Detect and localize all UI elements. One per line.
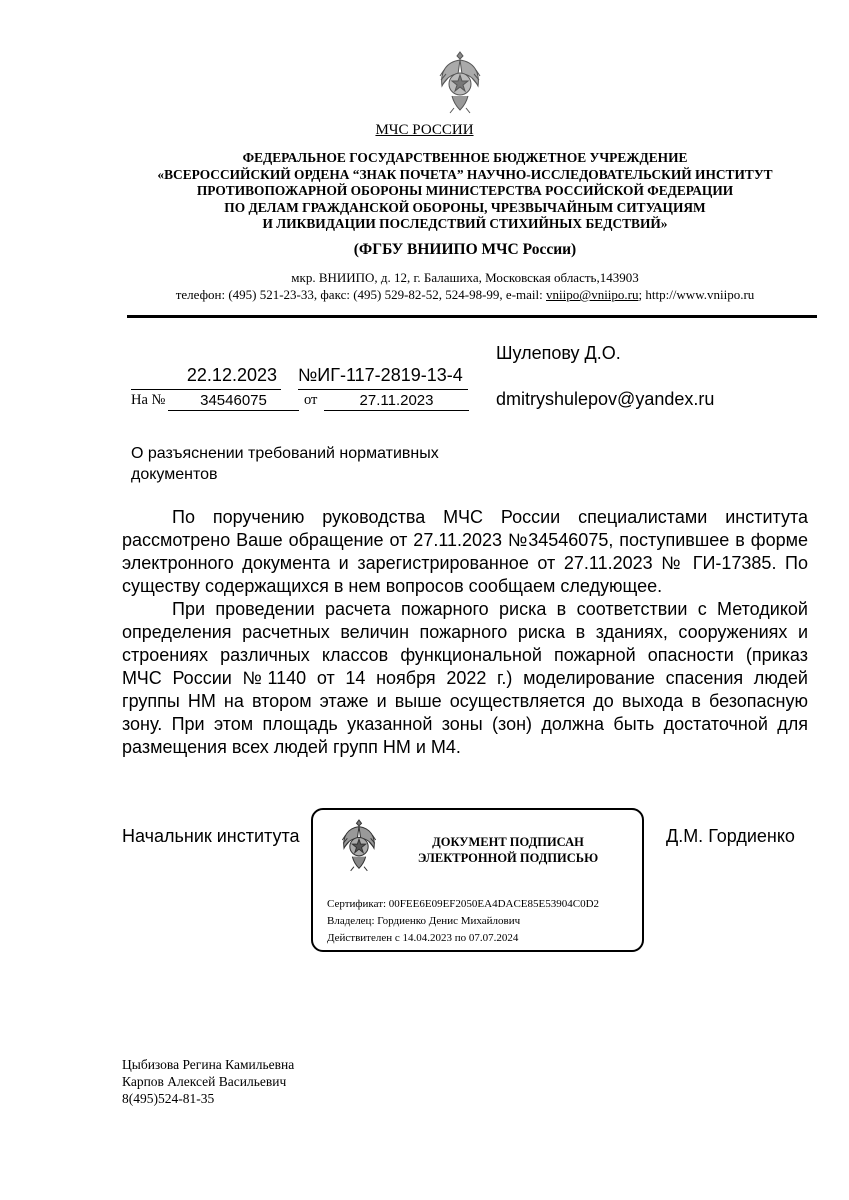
stamp-owner: Владелец: Гордиенко Денис Михайлович	[327, 915, 521, 927]
executor-contacts	[122, 1056, 294, 1107]
in-reply-label: На №	[131, 392, 166, 408]
stamp-details	[327, 896, 599, 947]
signer-name: Д.М. Гордиенко	[666, 826, 795, 846]
emercom-emblem-icon	[436, 48, 484, 116]
stamp-validity: Действителен с 14.04.2023 по 07.07.2024	[327, 932, 519, 944]
org-email-link[interactable]: vniipo@vniipo.ru	[546, 287, 639, 302]
contact-line: телефон: (495) 521-23-33, факс: (495) 529-82-52, 524-98-99, e-mail: vniipo@vniipo.ru; http://www.vniipo.ru	[175, 287, 755, 302]
contact-name: Карпов Алексей Васильевич	[122, 1074, 287, 1089]
org-line: «ВСЕРОССИЙСКИЙ ОРДЕНА “ЗНАК ПОЧЕТА” НАУЧНО-ИССЛЕДОВАТЕЛЬСКИЙ ИНСТИТУТ	[157, 166, 773, 182]
outgoing-date: 22.12.2023	[186, 365, 277, 385]
organization-address	[60, 269, 849, 303]
header-divider	[127, 315, 817, 318]
recipient-name: Шулепову Д.О.	[496, 343, 621, 363]
ministry-name: МЧС РОССИИ	[375, 122, 474, 138]
digital-signature-stamp	[311, 808, 644, 952]
emercom-emblem-icon	[339, 816, 379, 874]
date-underline	[131, 389, 281, 390]
org-line: ПРОТИВОПОЖАРНОЙ ОБОРОНЫ МИНИСТЕРСТВА РОССИЙСКОЙ ФЕДЕРАЦИИ	[196, 183, 734, 198]
contact-phone: 8(495)524-81-35	[122, 1091, 215, 1106]
letter-subject: О разъяснении требований нормативных документов	[131, 445, 439, 483]
contact-name: Цыбизова Регина Камильевна	[122, 1057, 295, 1072]
outgoing-number: №ИГ-117-2819-13-4	[298, 365, 463, 385]
org-line: ПО ДЕЛАМ ГРАЖДАНСКОЙ ОБОРОНЫ, ЧРЕЗВЫЧАЙНЫМ СИТУАЦИЯМ	[224, 199, 706, 215]
recipient-email: dmitryshulepov@yandex.ru	[496, 389, 715, 409]
org-line: ФЕДЕРАЛЬНОЕ ГОСУДАРСТВЕННОЕ БЮДЖЕТНОЕ УЧРЕЖДЕНИЕ	[242, 150, 688, 165]
number-underline	[298, 389, 468, 390]
body-paragraph: По поручению руководства МЧС России специалистами института рассмотрено Ваше обращение от 27.11.2023 №34546075, поступившее в форме электронного документа и зарегистрированное от 27.11.2023 № ГИ-17385. По существу содержащихся в нем вопросов сообщаем следующее.	[122, 507, 808, 596]
in-reply-date: 27.11.2023	[324, 392, 469, 411]
organization-abbreviation: (ФГБУ ВНИИПО МЧС России)	[353, 241, 577, 258]
organization-name	[60, 150, 849, 233]
body-paragraph: При проведении расчета пожарного риска в соответствии с Методикой определения расчетных величин пожарного риска в зданиях, сооружениях и строениях различных классов функциональной пожарной опасности (приказ МЧС России №1140 от 14 ноября 2022 г.) моделирование спасения людей группы НМ на втором этаже и выше осуществляется до выхода в безопасную зону. При этом площадь указанной зоны (зон) должна быть достаточной для размещения всех людей групп НМ и М4.	[122, 599, 808, 757]
stamp-certificate: Сертификат: 00FEE6E09EF2050EA4DACE85E53904C0D2	[327, 898, 600, 910]
from-label: от	[304, 392, 318, 408]
in-reply-number: 34546075	[168, 392, 299, 411]
org-line: И ЛИКВИДАЦИИ ПОСЛЕДСТВИЙ СТИХИЙНЫХ БЕДСТВИЙ»	[262, 216, 668, 231]
signer-title: Начальник института	[122, 826, 300, 846]
stamp-title: ДОКУМЕНТ ПОДПИСАН ЭЛЕКТРОННОЙ ПОДПИСЬЮ	[417, 835, 599, 865]
address-line: мкр. ВНИИПО, д. 12, г. Балашиха, Московская область,143903	[291, 270, 639, 285]
letter-body	[122, 506, 808, 759]
